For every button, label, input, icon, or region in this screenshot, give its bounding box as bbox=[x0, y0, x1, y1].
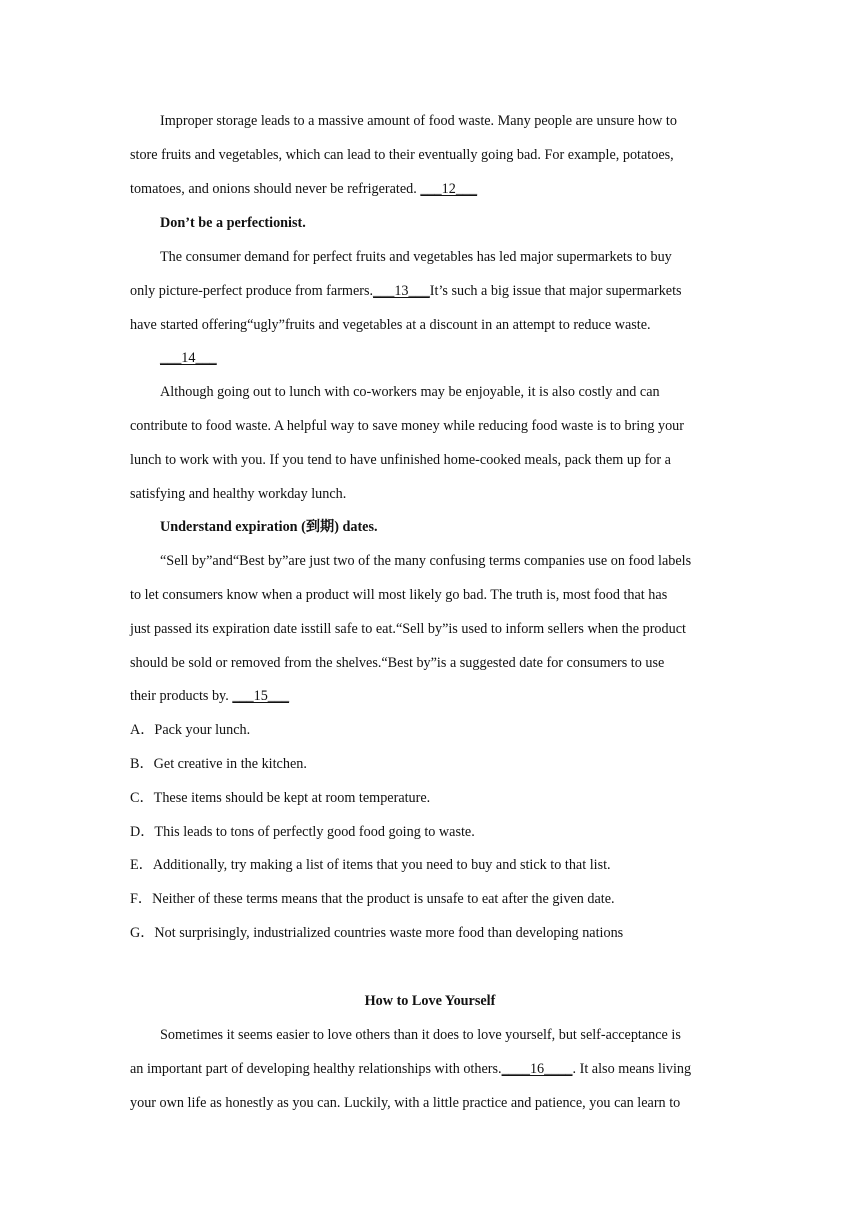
blank-16: ____16____ bbox=[501, 1061, 573, 1077]
paragraph-line bbox=[130, 284, 682, 298]
paragraph-line: have started offering“ugly”fruits and vegetables at a discount in an attempt to reduce waste. bbox=[130, 317, 651, 333]
paragraph-line: store fruits and vegetables, which can lead to their eventually going bad. For example, potatoes, bbox=[130, 147, 674, 163]
blank-15: ___15___ bbox=[232, 688, 290, 704]
option-a: A．Pack your lunch. bbox=[130, 722, 251, 738]
paragraph-line: The consumer demand for perfect fruits and vegetables has led major supermarkets to buy bbox=[160, 249, 672, 265]
paragraph-line: your own life as honestly as you can. Luckily, with a little practice and patience, you can learn to bbox=[130, 1095, 681, 1111]
paragraph-line: lunch to work with you. If you tend to have unfinished home-cooked meals, pack them up for a bbox=[130, 452, 671, 468]
article-title: How to Love Yourself bbox=[364, 993, 496, 1009]
option-e: E．Additionally, try making a list of items that you need to buy and stick to that list. bbox=[130, 857, 611, 873]
blank-13: ___13___ bbox=[373, 283, 430, 299]
paragraph-line bbox=[130, 182, 477, 196]
section-heading: Understand expiration (到期) dates. bbox=[160, 519, 378, 535]
line-text: their products by. bbox=[130, 688, 233, 704]
option-g: G．Not surprisingly, industrialized countries waste more food than developing nations bbox=[130, 925, 624, 941]
paragraph-line: Sometimes it seems easier to love others than it does to love yourself, but self-acceptance is bbox=[160, 1027, 681, 1043]
option-b: B．Get creative in the kitchen. bbox=[130, 756, 307, 772]
blank-12: ___12___ bbox=[420, 181, 478, 197]
paragraph-line bbox=[130, 1062, 691, 1076]
paragraph-line: Improper storage leads to a massive amount of food waste. Many people are unsure how to bbox=[160, 113, 677, 129]
line-text: an important part of developing healthy relationships with others. bbox=[130, 1061, 502, 1077]
paragraph-line: contribute to food waste. A helpful way to save money while reducing food waste is to bring your bbox=[130, 418, 684, 434]
line-text: It’s such a big issue that major supermarkets bbox=[429, 283, 682, 299]
paragraph-line: “Sell by”and“Best by”are just two of the many confusing terms companies use on food labels bbox=[160, 553, 692, 569]
paragraph-line: to let consumers know when a product will most likely go bad. The truth is, most food that has bbox=[130, 587, 668, 603]
line-text: only picture-perfect produce from farmers. bbox=[130, 283, 374, 299]
option-c: C．These items should be kept at room temperature. bbox=[130, 790, 431, 806]
option-f: F．Neither of these terms means that the product is unsafe to eat after the given date. bbox=[130, 891, 615, 907]
line-text: tomatoes, and onions should never be refrigerated. bbox=[130, 181, 421, 197]
paragraph-line: Although going out to lunch with co-workers may be enjoyable, it is also costly and can bbox=[160, 384, 660, 400]
paragraph-line: satisfying and healthy workday lunch. bbox=[130, 486, 347, 502]
blank-14: ___14___ bbox=[160, 350, 217, 366]
line-text: . It also means living bbox=[572, 1061, 692, 1077]
section-heading: Don’t be a perfectionist. bbox=[160, 215, 306, 231]
option-d: D．This leads to tons of perfectly good food going to waste. bbox=[130, 824, 475, 840]
paragraph-line bbox=[130, 689, 289, 703]
paragraph-line: should be sold or removed from the shelves.“Best by”is a suggested date for consumers to use bbox=[130, 655, 665, 671]
paragraph-line: just passed its expiration date isstill safe to eat.“Sell by”is used to inform sellers when the product bbox=[130, 621, 686, 637]
